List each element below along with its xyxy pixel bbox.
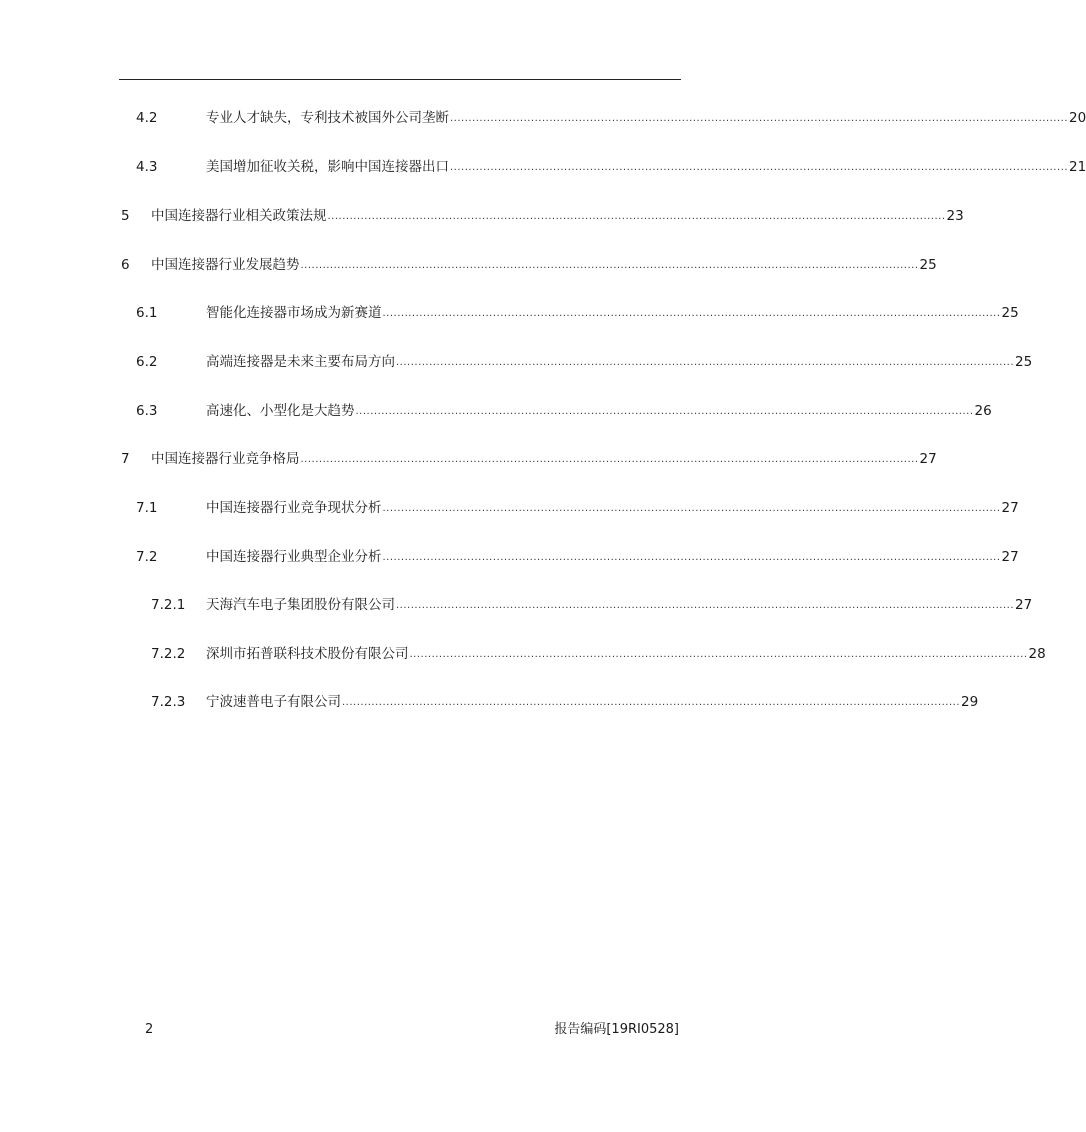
toc-entry-number: 5 [121,208,130,224]
toc-entry-title: 高端连接器是未来主要布局方向 [206,354,395,370]
dot-leader: ........................................................................................................................................................................ [300,454,919,465]
toc-entry-page: 23 [946,208,964,224]
dot-leader: ........................................................................................................................................................................ [450,162,1069,173]
toc-entry-number: 6.2 [136,354,158,370]
toc-entry-title: 专业人才缺失，专利技术被国外公司垄断 [206,110,449,126]
toc-entry-number: 6.1 [136,305,158,321]
toc-entry-body [206,496,1019,522]
toc-entry-page: 29 [961,694,979,710]
toc-entry-body [206,350,1033,376]
toc-entry-number: 6.3 [136,403,158,419]
dot-leader: ........................................................................................................................................................................ [409,649,1028,660]
toc-entry-title: 中国连接器行业发展趋势 [151,257,300,273]
toc-entry-page: 25 [1015,354,1033,370]
toc-entry-body [206,690,979,716]
toc-entry[interactable] [0,399,992,423]
toc-entry[interactable] [0,301,1019,325]
toc-entry[interactable] [0,253,937,277]
toc-entry-body [151,447,937,473]
toc-entry-page: 27 [1001,500,1019,516]
toc-entry[interactable] [0,350,1033,374]
toc-entry-page: 28 [1028,646,1046,662]
toc-entry[interactable] [0,690,979,714]
toc-entry[interactable] [0,447,937,471]
toc-entry[interactable] [0,106,1086,130]
toc-entry[interactable] [0,204,964,228]
toc-entry-body [151,204,964,230]
toc-entry-body [206,399,992,425]
toc-entry-title: 深圳市拓普联科技术股份有限公司 [206,646,409,662]
dot-leader: ........................................................................................................................................................................ [342,697,961,708]
toc-entry-title: 中国连接器行业竞争现状分析 [206,500,382,516]
footer-report-code: 报告编码[19RI0528] [554,1022,679,1037]
toc-entry-body [206,593,1033,619]
toc-entry-page: 25 [919,257,937,273]
toc-entry[interactable] [0,545,1019,569]
toc-entry-page: 21 [1069,159,1086,175]
dot-leader: ........................................................................................................................................................................ [327,211,946,222]
toc-entry-title: 宁波速普电子有限公司 [206,694,341,710]
toc-entry-page: 20 [1069,110,1086,126]
toc-entry-number: 4.2 [136,110,158,126]
toc-entry-number: 7 [121,451,130,467]
toc-entry-title: 高速化、小型化是大趋势 [206,403,355,419]
dot-leader: ........................................................................................................................................................................ [382,308,1001,319]
toc-entry[interactable] [0,155,1086,179]
dot-leader: ........................................................................................................................................................................ [300,260,919,271]
toc-entry-page: 26 [974,403,992,419]
dot-leader: ........................................................................................................................................................................ [355,406,974,417]
toc-entry-title: 天海汽车电子集团股份有限公司 [206,597,395,613]
dot-leader: ........................................................................................................................................................................ [382,552,1001,563]
toc-entry-body [206,301,1019,327]
dot-leader: ........................................................................................................................................................................ [396,357,1015,368]
toc-entry-body [151,253,937,279]
toc-entry-title: 中国连接器行业竞争格局 [151,451,300,467]
toc-entry-number: 6 [121,257,130,273]
toc-entry-number: 4.3 [136,159,158,175]
toc-entry-title: 智能化连接器市场成为新赛道 [206,305,382,321]
toc-entry-title: 中国连接器行业典型企业分析 [206,549,382,565]
toc-entry-number: 7.2.2 [151,646,186,662]
toc-entry-number: 7.2.1 [151,597,186,613]
dot-leader: ........................................................................................................................................................................ [450,113,1069,124]
toc-entry-title: 美国增加征收关税，影响中国连接器出口 [206,159,449,175]
toc-entry-number: 7.2.3 [151,694,186,710]
toc-entry-body [206,106,1086,132]
toc-entry-body [206,155,1086,181]
toc-entry-body [206,642,1046,668]
toc-entry-page: 25 [1001,305,1019,321]
toc-entry-title: 中国连接器行业相关政策法规 [151,208,327,224]
toc-entry-number: 7.2 [136,549,158,565]
header-rule [119,79,681,80]
toc-entry[interactable] [0,496,1019,520]
toc-entry-page: 27 [1015,597,1033,613]
toc-entry-page: 27 [919,451,937,467]
toc-entry[interactable] [0,593,1033,617]
dot-leader: ........................................................................................................................................................................ [396,600,1015,611]
footer-page-number: 2 [145,1022,154,1037]
toc-entry[interactable] [0,642,1046,666]
toc-entry-body [206,545,1019,571]
toc-entry-page: 27 [1001,549,1019,565]
toc-entry-number: 7.1 [136,500,158,516]
dot-leader: ........................................................................................................................................................................ [382,503,1001,514]
